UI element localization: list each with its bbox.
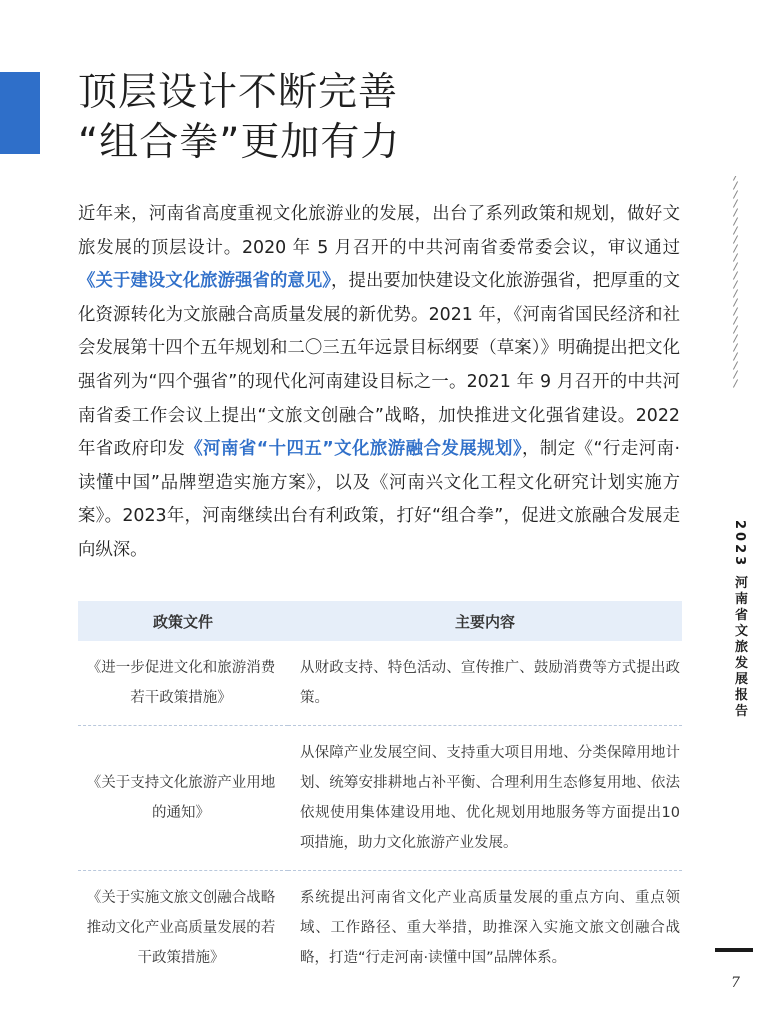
page-number: 7 <box>731 975 740 991</box>
page-number-rule <box>715 948 753 952</box>
table-header-row <box>78 601 682 641</box>
policy-document-name: 《关于支持文化旅游产业用地的通知》 <box>78 726 288 871</box>
body-text-segment-3: ，制定《“行走河南·读懂中国”品牌塑造实施方案》，以及《河南兴文化工程文化研究计划实施方案》。2023年，河南继续出台有利政策，打好“组合拳”，促进文旅融合发展走向纵深。 <box>78 439 680 560</box>
table-header-content: 主要内容 <box>288 601 682 641</box>
report-sidebar-label: 2023 河南省文旅发展报告 <box>732 520 747 720</box>
highlight-policy-plan: 《河南省“十四五”文化旅游融合发展规划》 <box>185 439 522 460</box>
title-accent-bar <box>0 72 40 154</box>
policy-main-content: 从保障产业发展空间、支持重大项目用地、分类保障用地计划、统筹安排耕地占补平衡、合理利用生态修复用地、依法依规使用集体建设用地、优化规划用地服务等方面提出10项措施，助力文化旅游产业发展。 <box>288 726 682 871</box>
body-text-segment-1: 近年来，河南省高度重视文化旅游业的发展，出台了系列政策和规划，做好文旅发展的顶层设计。2020 年 5 月召开的中共河南省委常委会议，审议通过 <box>78 204 680 258</box>
body-text-segment-2: ，提出要加快建设文化旅游强省，把厚重的文化资源转化为文旅融合高质量发展的新优势。2021 年，《河南省国民经济和社会发展第十四个五年规划和二〇三五年远景目标纲要（草案）》明确提出把文化强省列为“四个强省”的现代化河南建设目标之一。2021 年 9 月召开的中共河南省委工作会议上提出“文旅文创融合”战略，加快推进文化强省建设。2022 年省政府印发 <box>78 271 680 460</box>
policy-main-content: 从财政支持、特色活动、宣传推广、鼓励消费等方式提出政策。 <box>288 641 682 726</box>
table-row <box>78 726 682 871</box>
policy-main-content: 系统提出河南省文化产业高质量发展的重点方向、重点领域、工作路径、重大举措，助推深入实施文旅文创融合战略，打造“行走河南·读懂中国”品牌体系。 <box>300 890 680 966</box>
highlight-policy-opinion: 《关于建设文化旅游强省的意见》 <box>78 271 332 292</box>
body-paragraph <box>78 198 680 568</box>
decorative-slash-pattern <box>726 176 744 406</box>
policy-table <box>78 601 682 985</box>
page-title-line-2: “组合拳”更加有力 <box>78 120 401 165</box>
table-row <box>78 871 682 986</box>
policy-document-name: 《关于实施文旅文创融合战略推动文化产业高质量发展的若干政策措施》 <box>86 890 276 966</box>
page-title <box>78 68 400 168</box>
table-header-policy: 政策文件 <box>78 601 288 641</box>
table-row <box>78 641 682 726</box>
page-title-line-1: 顶层设计不断完善 <box>78 70 399 115</box>
policy-document-name: 《进一步促进文化和旅游消费若干政策措施》 <box>78 641 288 726</box>
